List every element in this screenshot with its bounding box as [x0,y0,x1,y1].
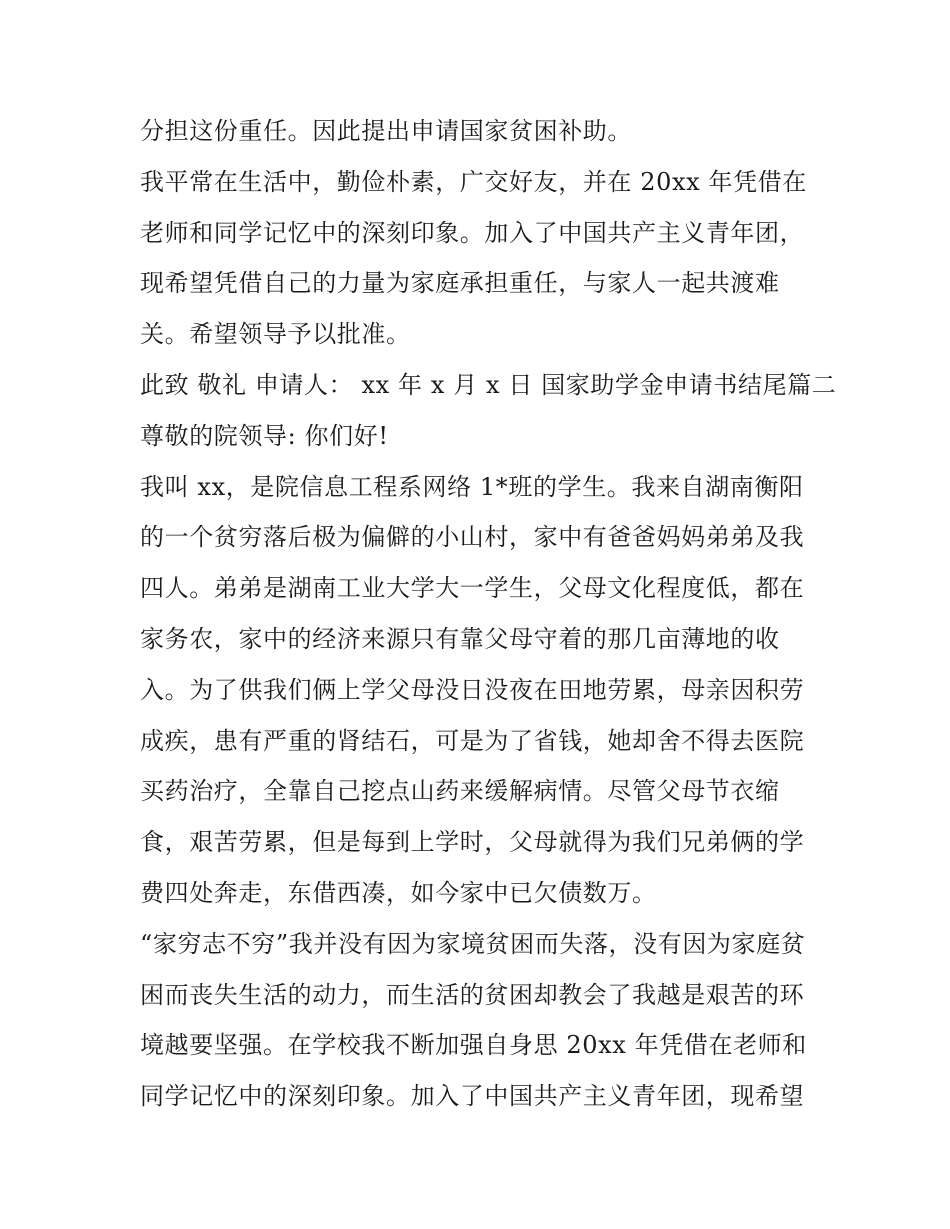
text-line: 尊敬的院领导: 你们好! [140,421,389,450]
text-line: 困而丧失生活的动力，而生活的贫困却教会了我越是艰苦的环 [140,980,805,1009]
text-line: 关。希望领导予以批准。 [140,320,411,349]
text-line: 同学记忆中的深刻印象。加入了中国共产主义青年团，现希望 [140,1082,805,1111]
document-body [140,106,837,1122]
text-line: 四人。弟弟是湖南工业大学大一学生，父母文化程度低，都在 [140,574,805,603]
text-line: 我平常在生活中，勤俭朴素，广交好友，并在 20xx 年凭借在 [140,167,807,196]
text-line: 费四处奔走，东借西凑，如今家中已欠债数万。 [140,878,657,907]
text-line: 此致 敬礼 申请人： xx 年 x 月 x 日 国家助学金申请书结尾篇二 [140,370,837,399]
text-line: 食，艰苦劳累，但是每到上学时，父母就得为我们兄弟俩的学 [140,828,805,857]
text-line: 入。为了供我们俩上学父母没日没夜在田地劳累，母亲因积劳 [140,675,805,704]
text-line: “家穷志不穷”我并没有因为家境贫困而失落，没有因为家庭贫 [140,929,806,958]
text-line: 成疾，患有严重的肾结石，可是为了省钱，她却舍不得去医院 [140,726,805,755]
text-line: 现希望凭借自己的力量为家庭承担重任，与家人一起共渡难 [140,269,780,298]
text-line: 家务农，家中的经济来源只有靠父母守着的那几亩薄地的收 [140,624,780,653]
text-line: 境越要坚强。在学校我不断加强自身思 20xx 年凭借在老师和 [140,1031,807,1060]
text-line: 老师和同学记忆中的深刻印象。加入了中国共产主义青年团， [140,218,805,247]
text-line: 的一个贫穷落后极为偏僻的小山村，家中有爸爸妈妈弟弟及我 [140,523,805,552]
text-line: 我叫 xx，是院信息工程系网络 1*班的学生。我来自湖南衡阳 [140,472,804,501]
text-line: 分担这份重任。因此提出申请国家贫困补助。 [140,117,632,145]
text-line: 买药治疗，全靠自己挖点山药来缓解病情。尽管父母节衣缩 [140,777,780,806]
